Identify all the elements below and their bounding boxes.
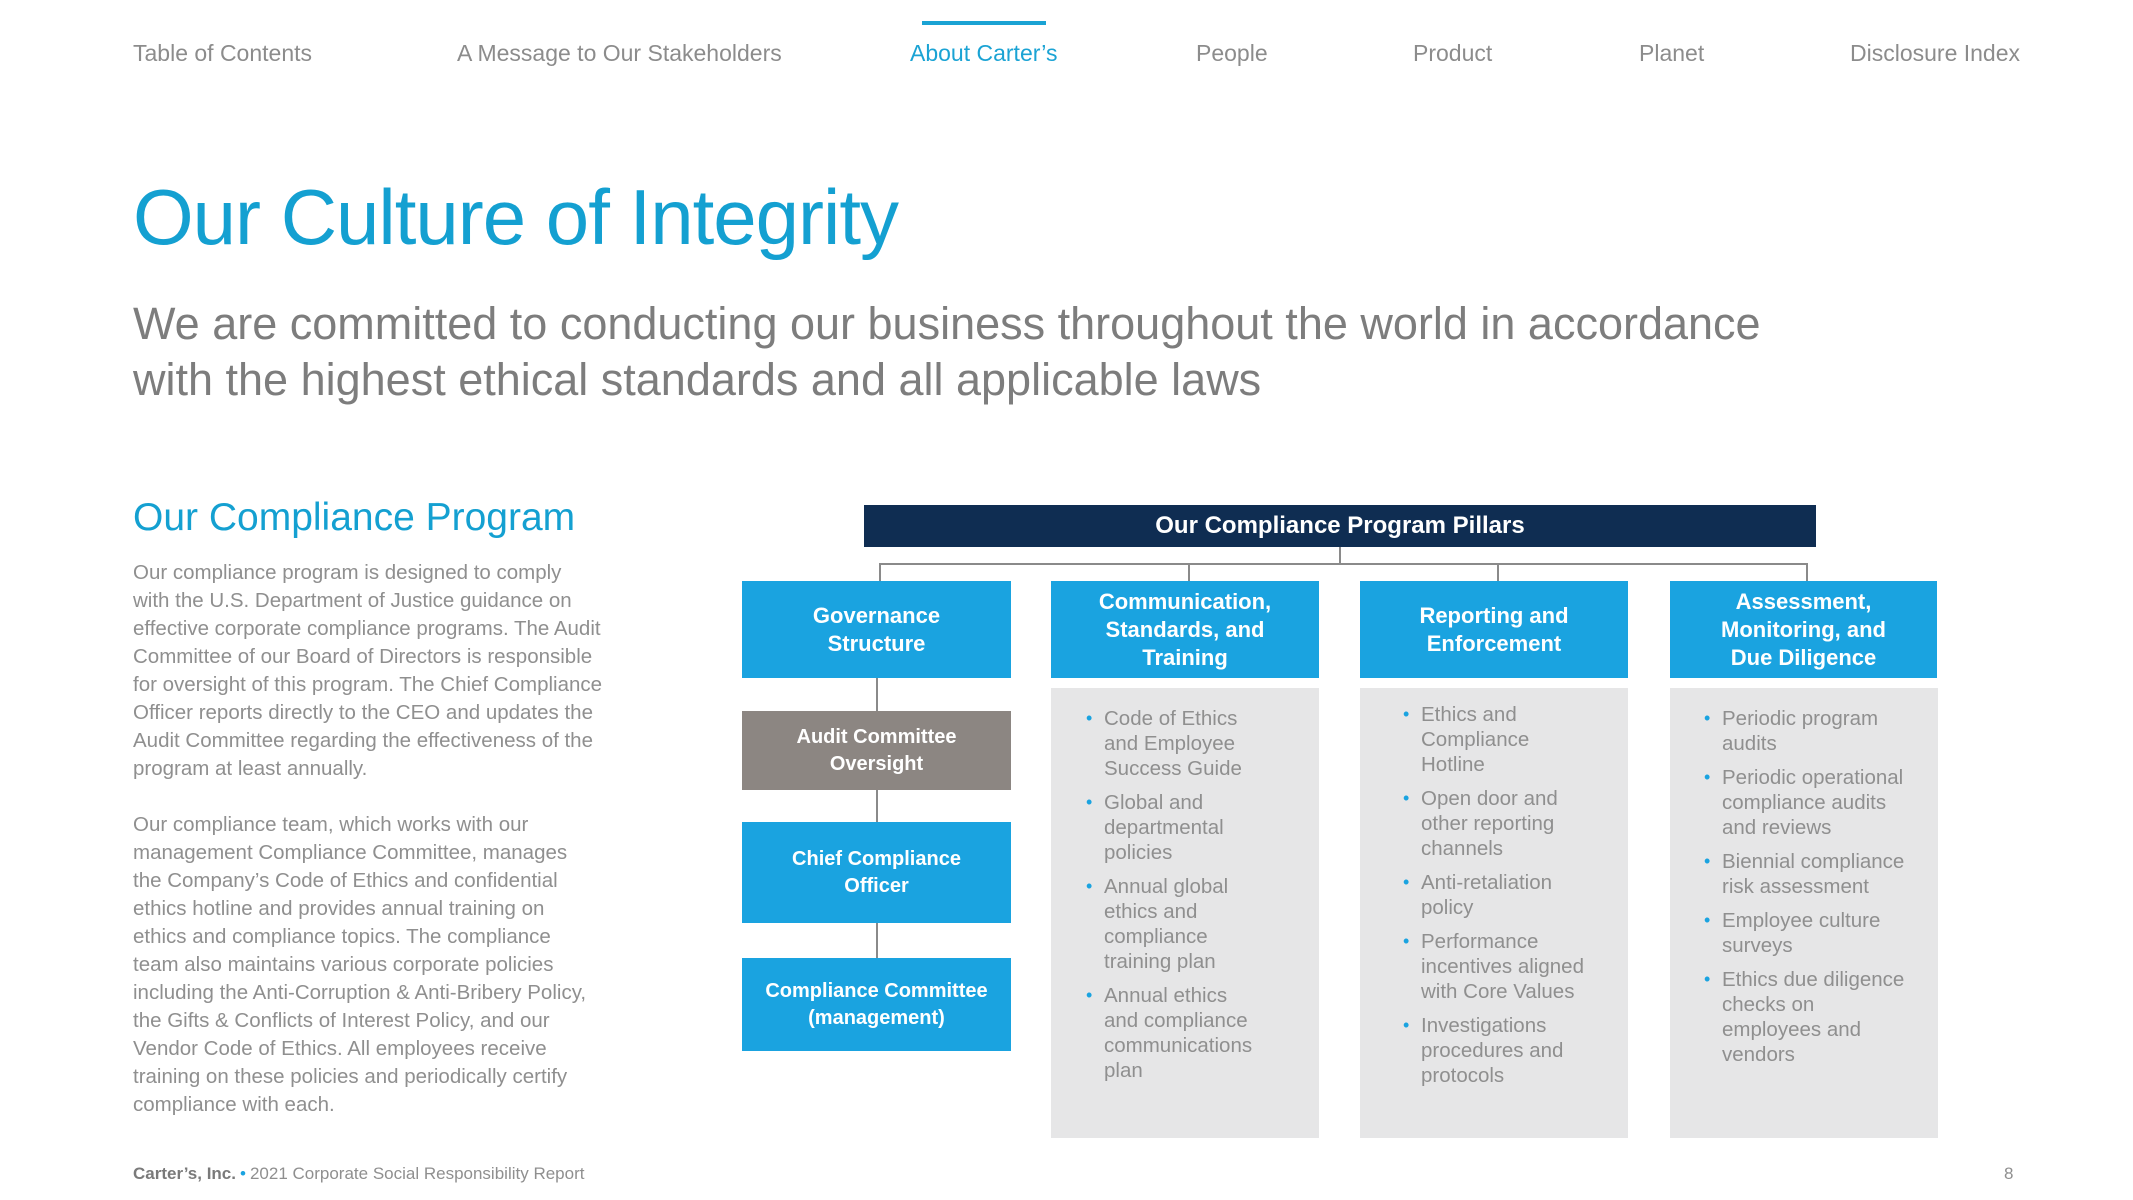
pillar-title-line: Standards, and [1105, 616, 1265, 642]
connector-line [1339, 547, 1341, 564]
list-item [1704, 706, 1904, 756]
page-number: 8 [2004, 1164, 2014, 1183]
list-item-line: • Biennial compliance [1722, 850, 1905, 873]
footer [133, 1164, 584, 1184]
pillar-title-line: Assessment, [1735, 588, 1872, 614]
list-item-line: • Annual ethics [1104, 984, 1228, 1007]
list-item-line: • Periodic operational [1722, 766, 1904, 789]
pillar-title-line: Reporting and [1419, 602, 1569, 628]
list-item [1403, 702, 1584, 777]
page-subtitle [133, 296, 1833, 408]
list-item-line: Success Guide [1104, 757, 1242, 780]
list-item-line: training plan [1104, 950, 1216, 973]
audit-committee-oversight [742, 711, 1011, 790]
list-item-line: plan [1104, 1059, 1143, 1082]
subtitle-line: We are committed to conducting our business throughout the world in accordance [133, 298, 1761, 349]
list-item-line: • Code of Ethics [1104, 707, 1238, 730]
paragraph-line: Vendor Code of Ethics. All employees receive [133, 1037, 547, 1060]
paragraph-line: with the U.S. Department of Justice guidance on [133, 589, 572, 612]
list-item-line: policies [1104, 841, 1173, 864]
list-item-line: departmental [1104, 816, 1224, 839]
list-item-line: with Core Values [1421, 980, 1575, 1003]
footer-report-title: 2021 Corporate Social Responsibility Report [249, 1164, 585, 1183]
nav-disclosure-index[interactable]: Disclosure Index [1850, 40, 2021, 66]
pillar-title-line: Enforcement [1426, 630, 1562, 656]
pillar-title-line: Training [1142, 644, 1228, 670]
list-item-line: and reviews [1722, 816, 1832, 839]
list-item-line: risk assessment [1722, 875, 1869, 898]
pillar-assessment-monitoring-due-diligence [1670, 581, 1937, 678]
list-item [1403, 786, 1584, 861]
paragraph-line: program at least annually. [133, 757, 368, 780]
compliance-committee [742, 958, 1011, 1051]
list-item [1704, 967, 1904, 1067]
paragraph-line: including the Anti-Corruption & Anti-Bribery Policy, [133, 981, 587, 1004]
gov-label-line: Officer [844, 874, 909, 897]
pillar-title-line: Monitoring, and [1721, 616, 1886, 642]
pillar-title-line: Communication, [1098, 588, 1272, 614]
gov-label-line: Oversight [829, 752, 924, 775]
gov-label-line: Audit Committee [796, 725, 957, 748]
connector-line [1188, 563, 1190, 581]
connector-line [1497, 563, 1499, 581]
pillar-title-line: Governance [812, 602, 941, 628]
list-item-line: • Ethics due diligence [1722, 968, 1905, 991]
paragraph-line: the Company’s Code of Ethics and confidential [133, 869, 558, 892]
list-item-line: • Anti-retaliation [1421, 871, 1553, 894]
paragraph-line: the Gifts & Conflicts of Interest Policy, and our [133, 1009, 550, 1032]
list-item-line: surveys [1722, 934, 1793, 957]
list-item-line: checks on [1722, 993, 1815, 1016]
chief-compliance-officer [742, 822, 1011, 923]
connector-line [1806, 563, 1808, 581]
paragraph-line: training on these policies and periodically certify [133, 1065, 568, 1088]
footer-company: Carter’s, Inc. [133, 1164, 236, 1183]
list-item-line: policy [1421, 896, 1474, 919]
page-title: Our Culture of Integrity [133, 173, 898, 261]
nav-planet[interactable]: Planet [1639, 40, 1705, 66]
list-item-line: employees and [1722, 1018, 1862, 1041]
gov-label-line: (management) [808, 1006, 945, 1029]
list-item-line: • Periodic program [1722, 707, 1879, 730]
gov-label-line: Compliance Committee [765, 979, 988, 1002]
section-title: Our Compliance Program [133, 496, 576, 539]
nav-people[interactable]: People [1196, 40, 1268, 66]
list-item-line: • Annual global [1104, 875, 1229, 898]
nav-message-to-stakeholders[interactable]: A Message to Our Stakeholders [457, 40, 782, 66]
footer-separator: • [240, 1164, 246, 1183]
list-item [1704, 849, 1904, 899]
list-item [1086, 790, 1252, 865]
pillars-header: Our Compliance Program Pillars [864, 505, 1816, 547]
list-item-line: compliance audits [1722, 791, 1887, 814]
pillar-title-line: Structure [827, 630, 926, 656]
reporting-list [1403, 702, 1584, 1097]
list-item-line: • Investigations [1421, 1014, 1547, 1037]
list-item-line: and Employee [1104, 732, 1236, 755]
list-item-line: • Global and [1104, 791, 1204, 814]
list-item [1704, 908, 1904, 958]
communication-list [1086, 706, 1252, 1092]
list-item-line: incentives aligned [1421, 955, 1584, 978]
list-item-line: • Performance [1421, 930, 1539, 953]
list-item [1403, 929, 1584, 1004]
list-item-line: channels [1421, 837, 1504, 860]
list-item-line: protocols [1421, 1064, 1505, 1087]
paragraph-line: Officer reports directly to the CEO and updates the [133, 701, 593, 724]
paragraph-line: Our compliance program is designed to comply [133, 561, 562, 584]
paragraph-line: for oversight of this program. The Chief Compliance [133, 673, 603, 696]
list-item-line: vendors [1722, 1043, 1795, 1066]
gov-label-line: Chief Compliance [792, 847, 961, 870]
paragraph-line: team also maintains various corporate policies [133, 953, 554, 976]
nav-about-carters[interactable]: About Carter’s [910, 40, 1058, 66]
paragraph-line: compliance with each. [133, 1093, 335, 1116]
list-item-line: procedures and [1421, 1039, 1564, 1062]
top-navigation [0, 0, 2133, 80]
paragraph-line: ethics hotline and provides annual training on [133, 897, 545, 920]
list-item [1403, 1013, 1584, 1088]
list-item [1086, 983, 1252, 1083]
paragraph-line: ethics and compliance topics. The compliance [133, 925, 551, 948]
compliance-paragraph-1 [133, 559, 613, 783]
paragraph-line: Committee of our Board of Directors is responsible [133, 645, 593, 668]
list-item-line: • Open door and [1421, 787, 1558, 810]
compliance-paragraph-2 [133, 811, 613, 1119]
assessment-list [1704, 706, 1904, 1076]
list-item [1086, 874, 1252, 974]
list-item-line: communications [1104, 1034, 1253, 1057]
nav-table-of-contents[interactable]: Table of Contents [133, 40, 313, 66]
nav-product[interactable]: Product [1413, 40, 1493, 66]
pillar-communication-standards-training [1051, 581, 1319, 678]
list-item-line: Hotline [1421, 753, 1485, 776]
list-item-line: audits [1722, 732, 1777, 755]
pillar-reporting-enforcement [1360, 581, 1628, 678]
list-item-line: and compliance [1104, 1009, 1248, 1032]
list-item [1086, 706, 1252, 781]
list-item-line: ethics and [1104, 900, 1198, 923]
list-item-line: compliance [1104, 925, 1208, 948]
pillar-governance-structure [742, 581, 1011, 678]
paragraph-line: Audit Committee regarding the effectiveness of the [133, 729, 593, 752]
list-item-line: Compliance [1421, 728, 1530, 751]
list-item-line: other reporting [1421, 812, 1555, 835]
list-item-line: • Ethics and [1421, 703, 1517, 726]
pillar-title-line: Due Diligence [1730, 644, 1877, 670]
paragraph-line: effective corporate compliance programs. The Audit [133, 617, 601, 640]
connector-line [879, 563, 881, 581]
connector-line [879, 563, 1807, 565]
list-item [1403, 870, 1584, 920]
paragraph-line: Our compliance team, which works with our [133, 813, 529, 836]
active-tab-indicator [922, 21, 1046, 25]
paragraph-line: management Compliance Committee, manages [133, 841, 568, 864]
subtitle-line: with the highest ethical standards and all applicable laws [133, 354, 1262, 405]
list-item [1704, 765, 1904, 840]
list-item-line: • Employee culture [1722, 909, 1881, 932]
